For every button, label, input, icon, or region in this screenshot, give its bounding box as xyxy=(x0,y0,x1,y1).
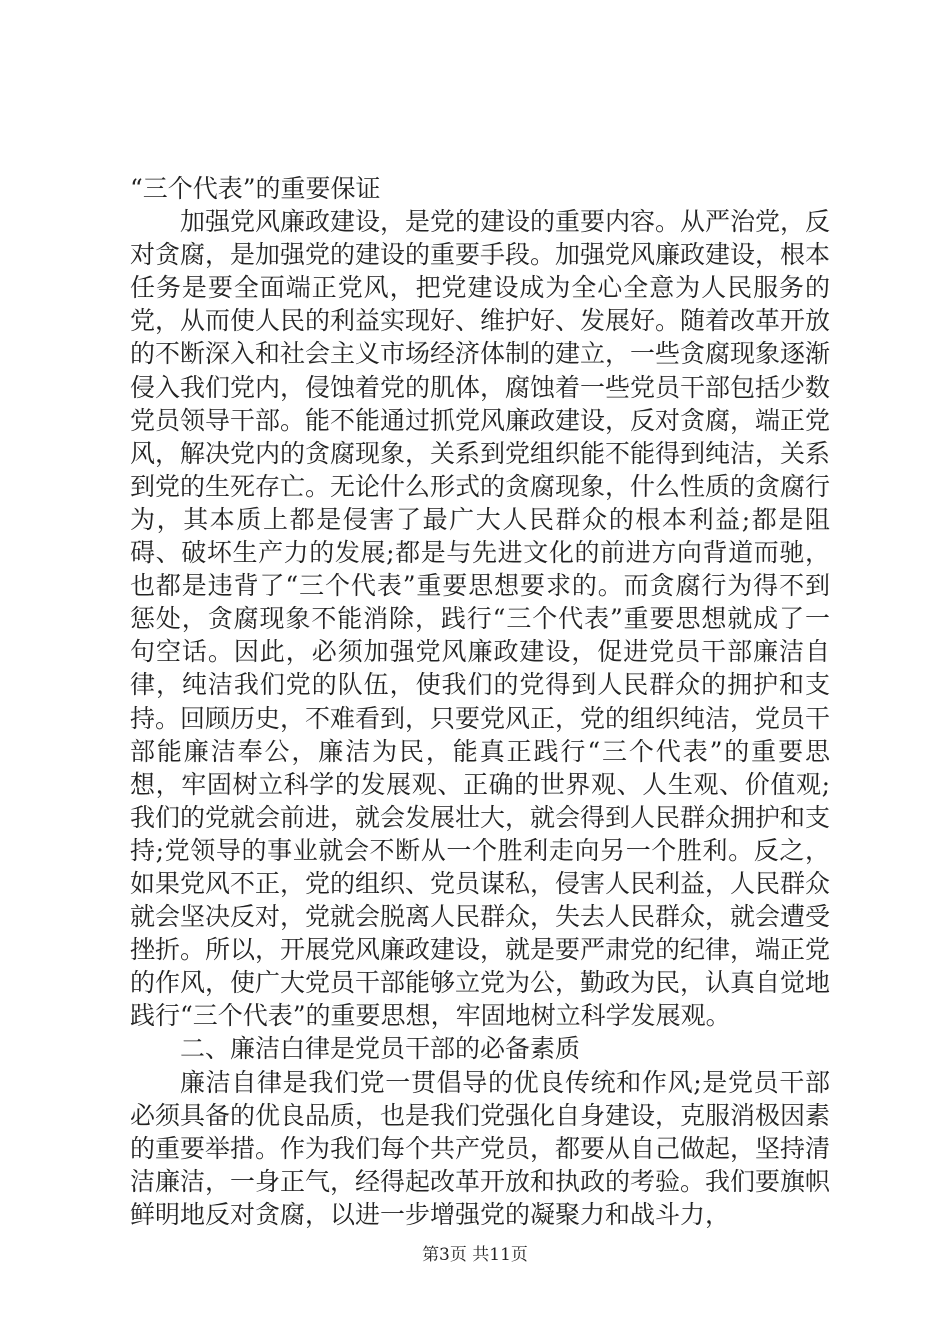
page-footer: 第3页 共11页 xyxy=(422,1245,528,1265)
paragraph: 加强党风廉政建设，是党的建设的重要内容。从严治党，反对贪腐，是加强党的建设的重要手段。加强党风廉政建设，根本任务是要全面端正党风，把党建设成为全心全意为人民服务的党，从而使人民的利益实现好、维护好、发展好。随着改革开放的不断深入和社会主义市场经济体制的建立，一些贪腐现象逐渐侵入我们党内，侵蚀着党的肌体，腐蚀着一些党员干部包括少数党员领导干部。能不能通过抓党风廉政建设，反对贪腐，端正党风，解决党内的贪腐现象，关系到党组织能不能得到纯洁，关系到党的生死存亡。无论什么形式的贪腐现象，什么性质的贪腐行为，其本质上都是侵害了最广大人民群众的根本利益;都是阻碍、破坏生产力的发展;都是与先进文化的前进方向背道而驰，也都是违背了“三个代表”重要思想要求的。而贪腐行为得不到惩处，贪腐现象不能消除，践行“三个代表”重要思想就成了一句空话。因此，必须加强党风廉政建设，促进党员干部廉洁自律，纯洁我们党的队伍，使我们的党得到人民群众的拥护和支持。回顾历史，不难看到，只要党风正，党的组织纯洁，党员干部能廉洁奉公，廉洁为民，能真正践行“三个代表”的重要思想，牢固树立科学的发展观、正确的世界观、人生观、价值观;我们的党就会前进，就会发展壮大，就会得到人民群众拥护和支持;党领导的事业就会不断从一个胜利走向另一个胜利。反之，如果党风不正，党的组织、党员谋私，侵害人民利益，人民群众就会坚决反对，党就会脱离人民群众，失去人民群众，就会遭受挫折。所以，开展党风廉政建设，就是要严肃党的纪律，端正党的作风，使广大党员干部能够立党为公，勤政为民，认真自觉地践行“三个代表”的重要思想，牢固地树立科学发展观。 xyxy=(130,207,831,1031)
section-heading: 二、廉洁白律是党员干部的必备素质 xyxy=(180,1034,581,1064)
body-text xyxy=(130,172,830,1231)
heading-continuation: “三个代表”的重要保证 xyxy=(130,174,381,203)
paragraph: 廉洁自律是我们党一贯倡导的优良传统和作风;是党员干部必须具备的优良品质，也是我们党强化自身建设，克服消极因素的重要举措。作为我们每个共产党员，都要从自己做起，坚持清洁廉洁，一身正气，经得起改革开放和执政的考验。我们要旗帜鲜明地反对贪腐，以进一步增强党的凝聚力和战斗力， xyxy=(130,1067,831,1229)
